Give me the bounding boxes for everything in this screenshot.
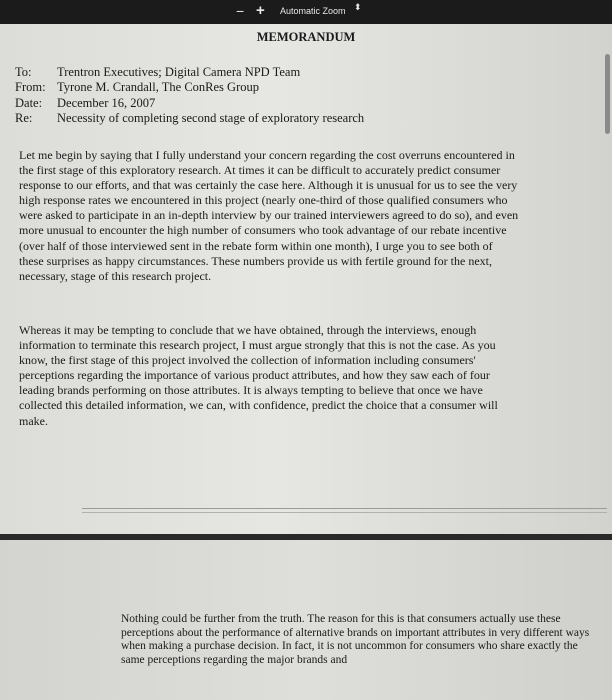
memo-title: MEMORANDUM bbox=[256, 30, 356, 44]
memo-re-line bbox=[15, 111, 364, 126]
from-label: From: bbox=[15, 80, 46, 94]
to-label: To: bbox=[15, 65, 32, 79]
memo-paragraph-3: Nothing could be further from the truth. The reason for this is that consumers actually use these perceptions about the performance of alternative brands on important attributes in very different ways when making a purchase decision. In fact, it is not uncommon for consumers who share exactly the same perceptions regarding the major brands and bbox=[121, 613, 590, 666]
date-label: Date: bbox=[15, 96, 43, 110]
date-value: December 16, 2007 bbox=[57, 96, 156, 110]
memo-paragraph-1: Let me begin by saying that I fully understand your concern regarding the cost overruns encountered in the first stage of this exploratory research. At times it can be difficult to accurately predict consumer response to our efforts, and that was certainly the case here. Although it is unusual for us to see the very high response rates we encountered in this project (nearly one-third of those qualified consumers who were asked to participate in an in-depth interview by our trained interviewers agreed to do so), and even more unusual to encounter the high number of consumers who took advantage of our rebate incentive (over half of those interviewed sent in the rebate form within one month), I urge you to see both of these surprises as happy circumstances. These numbers provide us with fertile ground for the next, necessary, stage of this research project. bbox=[19, 148, 519, 283]
document-page-2 bbox=[0, 540, 612, 700]
document-page-1 bbox=[0, 24, 612, 534]
page-divider-line bbox=[82, 508, 607, 509]
from-value: Tyrone M. Crandall, The ConRes Group bbox=[57, 80, 259, 94]
memo-paragraph-2: Whereas it may be tempting to conclude that we have obtained, through the interviews, enough information to terminate this research project, I must argue strongly that this is not the case. As you know, the first stage of this project involved the collection of information including consumers' perceptions regarding the importance of various product attributes, and how they saw each of four leading brands performing on those attributes. It is always tempting to believe that once we have collected this detailed information, we can, with confidence, predict the choice that a consumer will make. bbox=[19, 323, 498, 428]
to-value: Trentron Executives; Digital Camera NPD Team bbox=[57, 65, 301, 79]
memo-from-line bbox=[15, 80, 259, 95]
zoom-select-arrows-icon[interactable]: ⬍ bbox=[354, 2, 362, 12]
zoom-in-button[interactable]: + bbox=[256, 2, 265, 19]
pdf-toolbar bbox=[0, 0, 612, 24]
zoom-select[interactable]: Automatic Zoom bbox=[280, 6, 346, 16]
memo-to-line bbox=[15, 65, 300, 80]
zoom-out-button[interactable]: − bbox=[236, 3, 245, 19]
re-value: Necessity of completing second stage of exploratory research bbox=[57, 111, 365, 125]
page-divider-line-2 bbox=[82, 512, 607, 513]
memo-date-line bbox=[15, 96, 155, 111]
re-label: Re: bbox=[15, 111, 33, 125]
scrollbar-thumb[interactable] bbox=[605, 54, 610, 134]
